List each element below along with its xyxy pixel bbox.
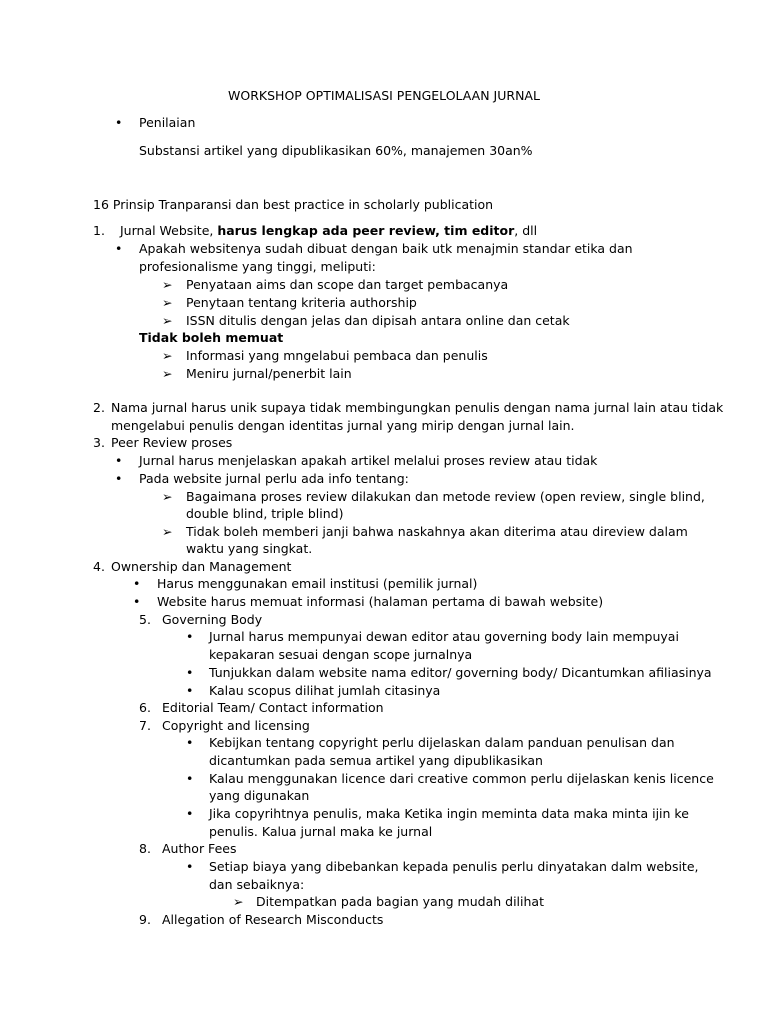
bullet-glyph: • — [186, 683, 194, 698]
bullet-glyph: • — [115, 471, 123, 486]
list-number: 7. — [139, 718, 151, 733]
list-item-text: Setiap biaya yang dibebankan kepada penulis perlu dinyatakan dalm website, — [209, 859, 699, 874]
bullet-glyph: • — [115, 453, 123, 468]
list-item-text: Kalau menggunakan licence dari creative common perlu dijelaskan kenis licence — [209, 771, 714, 786]
list-item-text: dan sebaiknya: — [209, 877, 305, 892]
list-item-text: Kalau scopus dilihat jumlah citasinya — [209, 683, 441, 698]
list-item-text: Nama jurnal harus unik supaya tidak membingungkan penulis dengan nama jurnal lain atau tidak — [111, 400, 724, 415]
section-title: Governing Body — [162, 612, 263, 627]
list-item-text: yang digunakan — [209, 788, 310, 803]
list-item-text: Meniru jurnal/penerbit lain — [186, 366, 352, 381]
section-title: Peer Review proses — [111, 435, 233, 450]
list-item-text: Informasi yang mngelabui pembaca dan penulis — [186, 348, 488, 363]
section-title: Copyright and licensing — [162, 718, 310, 733]
list-item-text: Apakah websitenya sudah dibuat dengan baik utk menajmin standar etika dan — [139, 241, 633, 256]
list-item-text: Jurnal harus mempunyai dewan editor atau governing body lain mempuyai — [209, 629, 679, 644]
list-item-text: Bagaimana proses review dilakukan dan metode review (open review, single blind, — [186, 489, 705, 504]
list-item-text: Tidak boleh memberi janji bahwa naskahnya akan diterima atau direview dalam — [186, 524, 688, 539]
arrow-bullet-icon: ➢ — [162, 366, 173, 381]
list-item-text: Penytaan tentang kriteria authorship — [186, 295, 417, 310]
list-item-text: ISSN ditulis dengan jelas dan dipisah antara online dan cetak — [186, 313, 570, 328]
section-title: Ownership dan Management — [111, 559, 292, 574]
bullet-glyph: • — [186, 735, 194, 750]
list-item-text: kepakaran sesuai dengan scope jurnalnya — [209, 647, 473, 662]
list-item-text: profesionalisme yang tinggi, meliputi: — [139, 259, 376, 274]
list-item-text: Tunjukkan dalam website nama editor/ governing body/ Dicantumkan afiliasinya — [209, 665, 712, 680]
list-number: 8. — [139, 841, 151, 856]
bullet-glyph: • — [186, 771, 194, 786]
bullet-glyph: • — [133, 576, 141, 591]
arrow-bullet-icon: ➢ — [233, 894, 244, 909]
section-1-title-suffix: , dll — [514, 223, 538, 238]
arrow-bullet-icon: ➢ — [162, 313, 173, 328]
not-allowed-heading: Tidak boleh memuat — [139, 330, 284, 345]
list-item-text: double blind, triple blind) — [186, 506, 344, 521]
list-item-text: waktu yang singkat. — [186, 541, 313, 556]
list-number: 6. — [139, 700, 151, 715]
bullet-glyph: • — [186, 665, 194, 680]
principles-heading: 16 Prinsip Tranparansi dan best practice in scholarly publication — [93, 197, 494, 212]
list-number: 1. — [93, 223, 105, 238]
list-number: 4. — [93, 559, 105, 574]
bullet-glyph: • — [133, 594, 141, 609]
arrow-bullet-icon: ➢ — [162, 277, 173, 292]
bullet-glyph: • — [186, 806, 194, 821]
list-item-text: Penyataan aims dan scope dan target pembacanya — [186, 277, 509, 292]
document-title: WORKSHOP OPTIMALISASI PENGELOLAAN JURNAL — [228, 88, 540, 103]
list-item-text: mengelabui penulis dengan identitas jurnal yang mirip dengan jurnal lain. — [111, 418, 575, 433]
section-1-title-plain: Jurnal Website, — [120, 223, 218, 238]
bullet-glyph: • — [115, 115, 123, 130]
section-1-title-bold: harus lengkap ada peer review, tim editor — [217, 223, 515, 238]
section-title: Author Fees — [162, 841, 237, 856]
arrow-bullet-icon: ➢ — [162, 295, 173, 310]
list-number: 3. — [93, 435, 105, 450]
list-number: 9. — [139, 912, 151, 927]
section-title: Allegation of Research Misconducts — [162, 912, 384, 927]
list-item-text: Pada website jurnal perlu ada info tentang: — [139, 471, 409, 486]
list-item-text: Jika copyrihtnya penulis, maka Ketika ingin meminta data maka minta ijin ke — [209, 806, 689, 821]
list-item-text: dicantumkan pada semua artikel yang dipublikasikan — [209, 753, 543, 768]
list-item-text: Jurnal harus menjelaskan apakah artikel melalui proses review atau tidak — [139, 453, 598, 468]
penilaian-detail: Substansi artikel yang dipublikasikan 60%, manajemen 30an% — [139, 143, 533, 158]
arrow-bullet-icon: ➢ — [162, 489, 173, 504]
list-item-text: penulis. Kalua jurnal maka ke jurnal — [209, 824, 433, 839]
list-item-text: Kebijkan tentang copyright perlu dijelaskan dalam panduan penulisan dan — [209, 735, 675, 750]
penilaian-label: Penilaian — [139, 115, 196, 130]
list-number: 2. — [93, 400, 105, 415]
section-1-title — [120, 222, 537, 240]
list-item-text: Harus menggunakan email institusi (pemilik jurnal) — [157, 576, 478, 591]
list-item-text: Website harus memuat informasi (halaman pertama di bawah website) — [157, 594, 604, 609]
arrow-bullet-icon: ➢ — [162, 524, 173, 539]
bullet-glyph: • — [186, 629, 194, 644]
list-number: 5. — [139, 612, 151, 627]
bullet-glyph: • — [186, 859, 194, 874]
section-title: Editorial Team/ Contact information — [162, 700, 384, 715]
bullet-glyph: • — [115, 241, 123, 256]
list-item-text: Ditempatkan pada bagian yang mudah dilihat — [256, 894, 544, 909]
arrow-bullet-icon: ➢ — [162, 348, 173, 363]
